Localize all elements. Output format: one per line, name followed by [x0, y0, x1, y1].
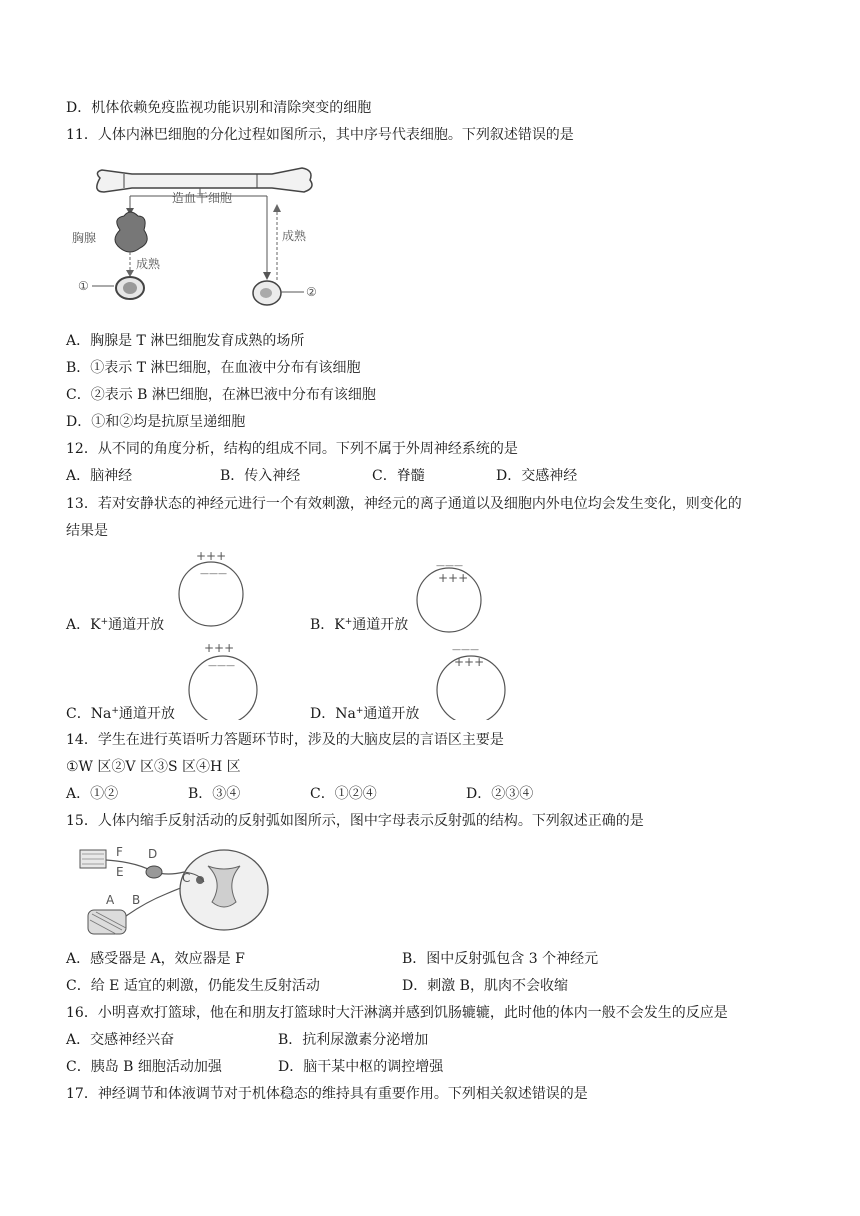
label-thymus: 胸腺	[72, 231, 97, 245]
q14-items: ①W 区②V 区③S 区④H 区	[66, 759, 241, 775]
q11-option-c: C．②表示 B 淋巴细胞，在淋巴液中分布有该细胞	[66, 387, 376, 403]
q15-stem: 15．人体内缩手反射活动的反射弧如图所示，图中字母表示反射弧的结构。下列叙述正确的是	[66, 813, 644, 829]
q14-option-b: B．③④	[188, 786, 241, 802]
q13-option-b: B．K+通道开放	[310, 617, 409, 633]
q16-option-b: B．抗利尿激素分泌增加	[278, 1032, 429, 1048]
q16-option-d: D．脑干某中枢的调控增强	[278, 1059, 444, 1075]
fig-b-inner-charge: +++	[438, 571, 469, 585]
ganglion	[146, 866, 162, 878]
label-cell-1: ①	[78, 279, 89, 293]
q14-option-a: A．①②	[66, 786, 119, 802]
label-hsc: 造血干细胞	[172, 191, 233, 205]
q12-option-c: C．脊髓	[372, 468, 425, 484]
q15-option-d: D．刺激 B，肌肉不会收缩	[402, 978, 568, 994]
q12-option-a: A．脑神经	[66, 468, 133, 484]
q12-option-b: B．传入神经	[220, 468, 301, 484]
neuron-membrane-figure-c	[178, 638, 268, 720]
q13-option-c: C．Na+通道开放	[66, 706, 175, 722]
q14-stem: 14．学生在进行英语听力答题环节时，涉及的大脑皮层的言语区主要是	[66, 732, 504, 748]
q13-option-a: A．K+通道开放	[66, 617, 165, 633]
label-e: E	[116, 865, 124, 879]
reflex-arc-figure	[76, 842, 272, 938]
label-c: C	[182, 871, 191, 885]
label-f: F	[116, 845, 123, 859]
neuron-membrane-figure-a	[176, 550, 246, 630]
q10-option-d: D．机体依赖免疫监视功能识别和清除突变的细胞	[66, 100, 372, 116]
fig-a-inner-charge: ———	[200, 569, 227, 579]
label-b: B	[132, 893, 141, 907]
q16-stem: 16．小明喜欢打篮球，他在和朋友打篮球时大汗淋漓并感到饥肠辘辘，此时他的体内一般不会发生的反应是	[66, 1005, 728, 1021]
label-d: D	[148, 847, 158, 861]
fig-a-outer-charge: +++	[196, 550, 227, 563]
q15-option-c: C．给 E 适宜的刺激，仍能发生反射活动	[66, 978, 320, 994]
label-a: A	[106, 893, 115, 907]
label-mature-right: 成熟	[282, 229, 307, 243]
thymus-shape	[115, 212, 147, 252]
q16-option-c: C．胰岛 B 细胞活动加强	[66, 1059, 222, 1075]
q13-option-d: D．Na+通道开放	[310, 706, 420, 722]
lymphocyte-differentiation-figure	[72, 160, 332, 320]
label-cell-2: ②	[306, 285, 317, 299]
q12-stem: 12．从不同的角度分析，结构的组成不同。下列不属于外周神经系统的是	[66, 441, 518, 457]
q14-option-d: D．②③④	[466, 786, 534, 802]
q11-option-a: A．胸腺是 T 淋巴细胞发育成熟的场所	[66, 333, 305, 349]
q17-stem: 17．神经调节和体液调节对于机体稳态的维持具有重要作用。下列相关叙述错误的是	[66, 1086, 588, 1102]
q13-stem-line-1: 13．若对安静状态的神经元进行一个有效刺激，神经元的离子通道以及细胞内外电位均会发生变化，则变化的	[66, 496, 742, 512]
q16-option-a: A．交感神经兴奋	[66, 1032, 175, 1048]
fig-b-outer-charge: ———	[436, 561, 463, 571]
q11-option-b: B．①表示 T 淋巴细胞，在血液中分布有该细胞	[66, 360, 361, 376]
q15-option-a: A．感受器是 A，效应器是 F	[66, 951, 245, 967]
bone-shape	[97, 168, 312, 192]
fig-d-outer-charge: ———	[452, 645, 479, 655]
fig-d-inner-charge: +++	[454, 655, 485, 669]
q15-option-b: B．图中反射弧包含 3 个神经元	[402, 951, 599, 967]
neuron-membrane-figure-d	[426, 640, 516, 720]
neuron-membrane-figure-b	[414, 560, 484, 636]
q11-stem: 11．人体内淋巴细胞的分化过程如图所示，其中序号代表细胞。下列叙述错误的是	[66, 127, 574, 143]
label-mature-left: 成熟	[136, 257, 161, 271]
fig-c-outer-charge: +++	[204, 641, 235, 655]
q14-option-c: C．①②④	[310, 786, 377, 802]
q12-option-d: D．交感神经	[496, 468, 578, 484]
q11-option-d: D．①和②均是抗原呈递细胞	[66, 414, 246, 430]
q13-stem-line-2: 结果是	[66, 523, 108, 539]
fig-c-inner-charge: ———	[208, 661, 235, 671]
